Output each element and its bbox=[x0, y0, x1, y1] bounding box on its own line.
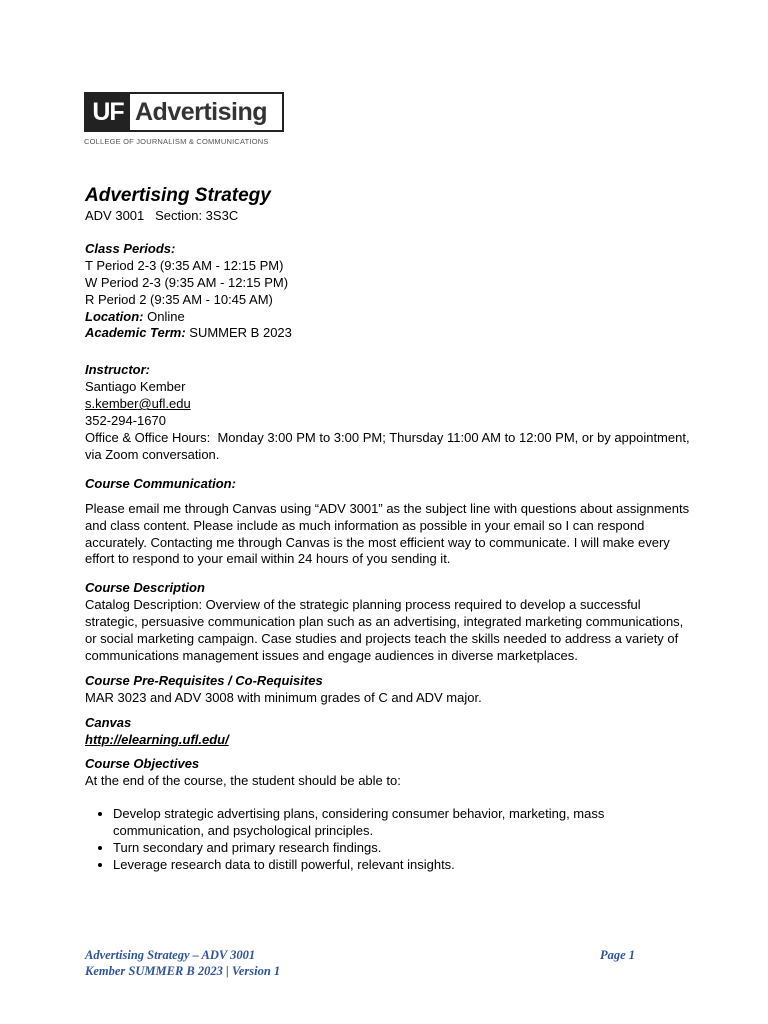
academic-term-row bbox=[85, 325, 695, 342]
footer-course-line: Advertising Strategy – ADV 3001 bbox=[85, 948, 256, 962]
office-hours: Office & Office Hours: Monday 3:00 PM to 3:00 PM; Thursday 11:00 AM to 12:00 PM, or by appointment, via Zoom conversation. bbox=[85, 429, 694, 462]
footer-page-number: Page 1 bbox=[599, 948, 635, 962]
instructor-name: Santiago Kember bbox=[85, 379, 186, 395]
class-periods-heading: Class Periods: bbox=[85, 240, 176, 256]
period-line: T Period 2-3 (9:35 AM - 12:15 PM) bbox=[85, 257, 284, 273]
course-communication-text: Please email me through Canvas using “ADV 3001” as the subject line with questions about assignments and class content. Please include as much information as possible in your email so I can respond accurately. Contacting me through Canvas is the most efficient way to communicate. I will make every effort to respond to your email within 24 hours of you sending it. bbox=[85, 500, 690, 567]
canvas-heading: Canvas bbox=[85, 714, 132, 730]
instructor-heading: Instructor: bbox=[85, 362, 150, 378]
instructor-email-link[interactable]: s.kember@ufl.edu bbox=[85, 396, 191, 412]
location-label: Location: bbox=[85, 308, 144, 324]
objective-item: • Turn secondary and primary research findings. bbox=[113, 840, 695, 857]
logo-subtitle: COLLEGE OF JOURNALISM & COMMUNICATIONS bbox=[84, 137, 269, 146]
academic-term-label: Academic Term: bbox=[85, 325, 186, 341]
location-value: Online bbox=[147, 308, 185, 324]
course-communication-heading: Course Communication: bbox=[85, 475, 236, 491]
course-objectives-heading: Course Objectives bbox=[85, 756, 200, 772]
logo-mark: UF bbox=[86, 94, 130, 130]
objective-item: • Develop strategic advertising plans, considering consumer behavior, marketing, mass communication, and psychological principles. bbox=[113, 806, 695, 840]
logo-name: Advertising bbox=[135, 97, 268, 126]
prerequisites-text: MAR 3023 and ADV 3008 with minimum grades of C and ADV major. bbox=[85, 689, 482, 705]
uf-advertising-logo bbox=[84, 92, 284, 146]
course-title: Advertising Strategy bbox=[85, 185, 271, 206]
logo-wordmark bbox=[84, 92, 284, 132]
footer-version-line: Kember SUMMER B 2023 | Version 1 bbox=[85, 964, 281, 978]
course-description-heading: Course Description bbox=[85, 580, 205, 596]
academic-term-value: SUMMER B 2023 bbox=[189, 325, 292, 341]
location-row bbox=[85, 309, 695, 326]
canvas-link[interactable]: http://elearning.ufl.edu/ bbox=[85, 731, 229, 747]
page-footer bbox=[85, 947, 635, 979]
course-description-text: Catalog Description: Overview of the strategic planning process required to develop a successful strategic, persuasive communication plan such as an advertising, integrated marketing communications, or social marketing campaign. Case studies and projects teach the skills needed to address a variety of communications management issues and engage audiences in diverse marketplaces. bbox=[85, 597, 684, 663]
course-code-line: ADV 3001 Section: 3S3C bbox=[85, 208, 239, 223]
period-line: R Period 2 (9:35 AM - 10:45 AM) bbox=[85, 291, 273, 307]
period-line: W Period 2-3 (9:35 AM - 12:15 PM) bbox=[85, 274, 289, 290]
prerequisites-heading: Course Pre-Requisites / Co-Requisites bbox=[85, 672, 323, 688]
instructor-phone: 352-294-1670 bbox=[85, 413, 166, 429]
syllabus-body bbox=[85, 184, 695, 874]
objectives-list bbox=[85, 806, 695, 874]
objective-item: • Leverage research data to distill powerful, relevant insights. bbox=[113, 857, 695, 874]
course-objectives-intro: At the end of the course, the student should be able to: bbox=[85, 773, 401, 789]
